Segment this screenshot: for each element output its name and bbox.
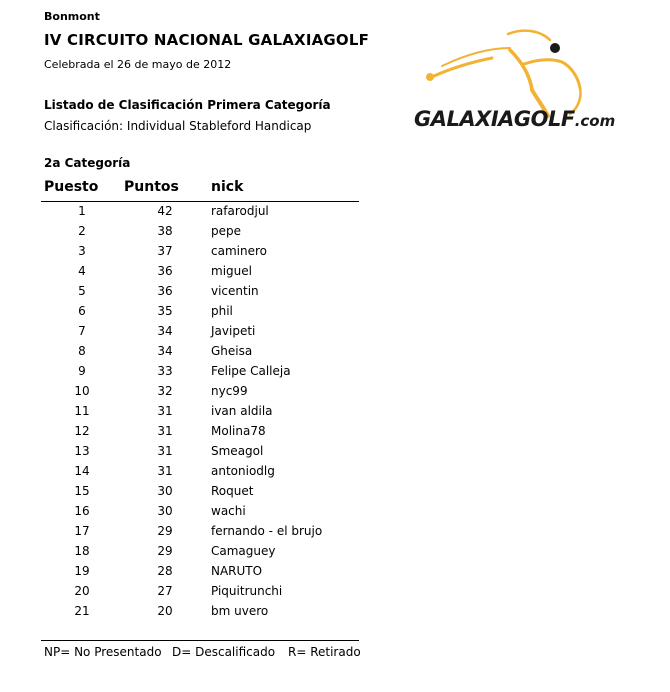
nick-cell: antoniodlg	[211, 464, 275, 478]
nick-cell: bm uvero	[211, 604, 269, 618]
nick-cell: caminero	[211, 244, 267, 258]
table-row	[41, 221, 359, 241]
rank-cell: 20	[74, 584, 90, 598]
nick-cell: NARUTO	[211, 564, 263, 578]
rank-cell: 13	[74, 444, 90, 458]
classification-type: Clasificación: Individual Stableford Handicap	[44, 119, 312, 133]
column-header-puesto: Puesto	[44, 179, 99, 195]
listing-heading: Listado de Clasificación Primera Categoría	[44, 98, 331, 112]
points-cell: 38	[157, 224, 173, 238]
footer-divider	[41, 640, 359, 641]
legend-no-presentado: NP= No Presentado	[44, 645, 162, 659]
points-cell: 31	[157, 424, 173, 438]
points-cell: 30	[157, 484, 173, 498]
table-row	[41, 461, 359, 481]
rank-cell: 7	[78, 324, 86, 338]
nick-cell: rafarodjul	[211, 204, 269, 218]
rank-cell: 15	[74, 484, 90, 498]
table-row	[41, 381, 359, 401]
table-row	[41, 541, 359, 561]
table-row	[41, 581, 359, 601]
table-row	[41, 561, 359, 581]
rank-cell: 11	[74, 404, 90, 418]
nick-cell: wachi	[211, 504, 246, 518]
nick-cell: ivan aldila	[211, 404, 273, 418]
rank-cell: 18	[74, 544, 90, 558]
rank-cell: 5	[78, 284, 86, 298]
points-cell: 35	[157, 304, 173, 318]
rank-cell: 2	[78, 224, 86, 238]
table-row	[41, 201, 359, 221]
nick-cell: fernando - el brujo	[211, 524, 323, 538]
nick-cell: vicentin	[211, 284, 259, 298]
points-cell: 27	[157, 584, 173, 598]
table-row	[41, 261, 359, 281]
table-row	[41, 321, 359, 341]
rank-cell: 8	[78, 344, 86, 358]
nick-cell: Molina78	[211, 424, 266, 438]
points-cell: 42	[157, 204, 173, 218]
nick-cell: Javipeti	[211, 324, 256, 338]
table-row	[41, 301, 359, 321]
rank-cell: 9	[78, 364, 86, 378]
nick-cell: phil	[211, 304, 233, 318]
points-cell: 37	[157, 244, 173, 258]
points-cell: 34	[157, 324, 173, 338]
nick-cell: Piquitrunchi	[211, 584, 283, 598]
points-cell: 36	[157, 284, 173, 298]
rank-cell: 1	[78, 204, 86, 218]
rank-cell: 6	[78, 304, 86, 318]
points-cell: 28	[157, 564, 173, 578]
rank-cell: 17	[74, 524, 90, 538]
legend-retirado: R= Retirado	[288, 645, 361, 659]
points-cell: 34	[157, 344, 173, 358]
table-row	[41, 421, 359, 441]
column-header-nick: nick	[211, 179, 244, 195]
nick-cell: Camaguey	[211, 544, 276, 558]
column-header-puntos: Puntos	[124, 179, 179, 195]
nick-cell: Roquet	[211, 484, 254, 498]
legend-descalificado: D= Descalificado	[172, 645, 276, 659]
table-row	[41, 441, 359, 461]
points-cell: 29	[157, 524, 173, 538]
nick-cell: miguel	[211, 264, 252, 278]
rank-cell: 12	[74, 424, 90, 438]
rank-cell: 10	[74, 384, 90, 398]
points-cell: 31	[157, 464, 173, 478]
nick-cell: Felipe Calleja	[211, 364, 291, 378]
points-cell: 36	[157, 264, 173, 278]
nick-cell: nyc99	[211, 384, 248, 398]
event-date: Celebrada el 26 de mayo de 2012	[44, 58, 232, 71]
table-row	[41, 481, 359, 501]
table-row	[41, 361, 359, 381]
rank-cell: 21	[74, 604, 90, 618]
table-row	[41, 501, 359, 521]
table-row	[41, 241, 359, 261]
table-row	[41, 521, 359, 541]
table-row	[41, 401, 359, 421]
points-cell: 32	[157, 384, 173, 398]
points-cell: 29	[157, 544, 173, 558]
rank-cell: 19	[74, 564, 90, 578]
points-cell: 31	[157, 404, 173, 418]
venue-name: Bonmont	[44, 10, 100, 23]
nick-cell: pepe	[211, 224, 241, 238]
rank-cell: 16	[74, 504, 90, 518]
points-cell: 31	[157, 444, 173, 458]
page-title: IV CIRCUITO NACIONAL GALAXIAGOLF	[44, 31, 370, 49]
table-row	[41, 601, 359, 621]
rank-cell: 4	[78, 264, 86, 278]
nick-cell: Smeagol	[211, 444, 264, 458]
table-row	[41, 341, 359, 361]
points-cell: 20	[157, 604, 173, 618]
rank-cell: 3	[78, 244, 86, 258]
points-cell: 30	[157, 504, 173, 518]
results-table	[41, 201, 359, 621]
points-cell: 33	[157, 364, 173, 378]
galaxiagolf-logo: GALAXIAGOLF.com	[414, 107, 616, 131]
nick-cell: Gheisa	[211, 344, 253, 358]
table-row	[41, 281, 359, 301]
rank-cell: 14	[74, 464, 90, 478]
category-heading: 2a Categoría	[44, 156, 131, 170]
